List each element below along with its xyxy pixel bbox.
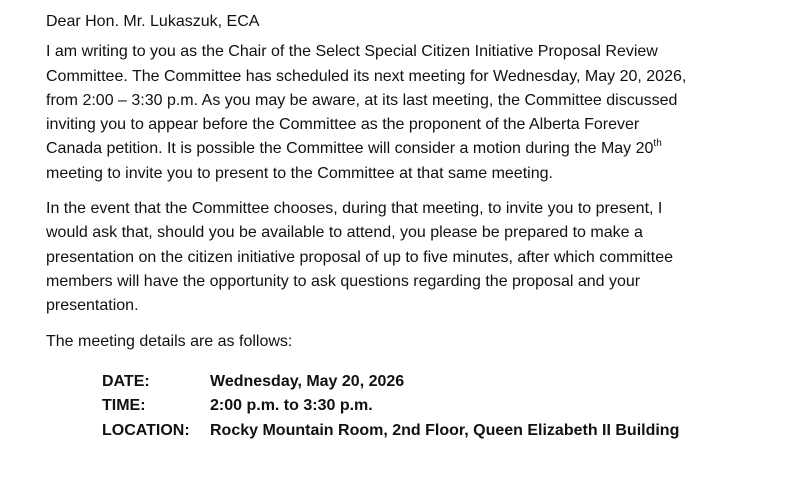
paragraph-line: presentation. [46, 297, 139, 315]
paragraph-line: inviting you to appear before the Committee as the proponent of the Alberta Forever [46, 116, 640, 134]
detail-label: LOCATION: [102, 421, 190, 439]
detail-row-date [102, 370, 786, 395]
paragraph-line: meeting to invite you to present to the Committee at that same meeting. [46, 164, 553, 182]
detail-value: 2:00 p.m. to 3:30 p.m. [210, 397, 373, 415]
detail-label: TIME: [102, 397, 146, 415]
paragraph-invitation [46, 40, 786, 186]
salutation: Dear Hon. Mr. Lukaszuk, ECA [46, 13, 260, 30]
paragraph-line: In the event that the Committee chooses, during that meeting, to invite you to present, I [46, 200, 663, 218]
detail-row-location [102, 419, 786, 444]
letter-body [46, 10, 786, 443]
paragraph-line: members will have the opportunity to ask questions regarding the proposal and your [46, 272, 641, 290]
detail-row-time [102, 394, 786, 419]
detail-value: Wednesday, May 20, 2026 [210, 372, 405, 390]
paragraph-line: presentation on the citizen initiative proposal of up to five minutes, after which committee [46, 248, 673, 266]
detail-label: DATE: [102, 372, 150, 390]
detail-value: Rocky Mountain Room, 2nd Floor, Queen Elizabeth II Building [210, 421, 680, 439]
meeting-details [102, 370, 786, 444]
paragraph-line: I am writing to you as the Chair of the Select Special Citizen Initiative Proposal Review [46, 43, 658, 61]
paragraph-line: would ask that, should you be available to attend, you please be prepared to make a [46, 224, 643, 242]
ordinal-superscript: th [653, 138, 662, 150]
paragraph-line: from 2:00 – 3:30 p.m. As you may be aware, at its last meeting, the Committee discussed [46, 91, 678, 109]
paragraph-line-text: Canada petition. It is possible the Committee will consider a motion during the May 20 [46, 140, 654, 158]
paragraph-line: Committee. The Committee has scheduled its next meeting for Wednesday, May 20, 2026, [46, 67, 687, 85]
paragraph-presentation-request [46, 197, 786, 318]
paragraph-line-with-superscript [46, 137, 786, 161]
paragraph-details-intro: The meeting details are as follows: [46, 332, 293, 350]
